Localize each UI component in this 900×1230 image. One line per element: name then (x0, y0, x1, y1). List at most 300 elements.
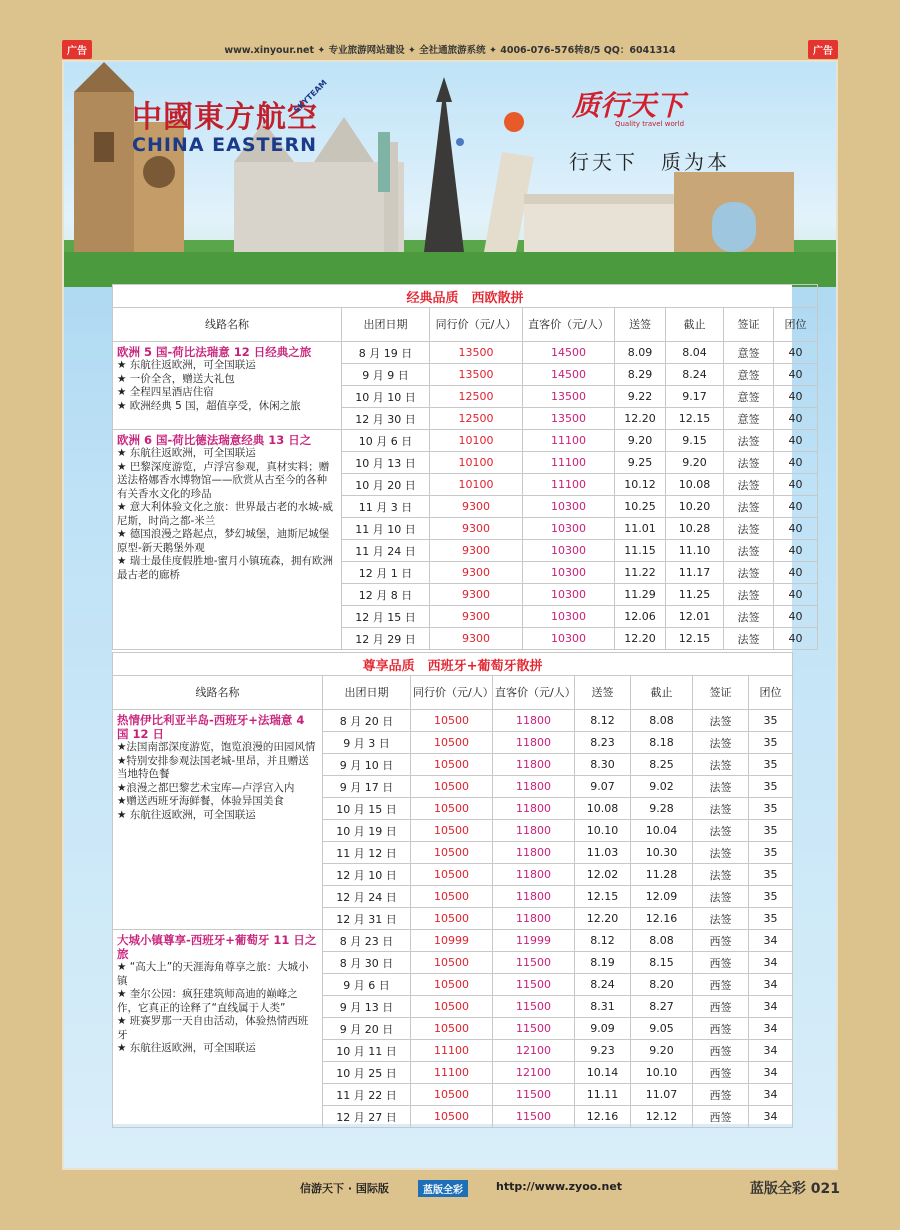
visa-submit: 9.09 (575, 1018, 631, 1040)
visa-type: 法签 (693, 820, 749, 842)
col-header: 团位 (749, 676, 793, 710)
table-row (113, 710, 793, 732)
visa-submit: 12.20 (615, 628, 666, 650)
departure-date: 12 月 15 日 (342, 606, 430, 628)
retail-price: 13500 (523, 386, 615, 408)
ad-tag-right: 广告 (808, 40, 838, 59)
route-feature: ★特别安排参观法国老城-里昂，并且赠送当地特色餐 (117, 754, 309, 780)
visa-type: 法签 (693, 776, 749, 798)
seats: 40 (774, 606, 818, 628)
trade-price: 10500 (411, 710, 493, 732)
visa-submit: 8.12 (575, 710, 631, 732)
departure-date: 11 月 24 日 (342, 540, 430, 562)
departure-date: 9 月 10 日 (323, 754, 411, 776)
visa-submit: 11.22 (615, 562, 666, 584)
footer-url[interactable]: http://www.zyoo.net (496, 1180, 623, 1193)
visa-submit: 10.14 (575, 1062, 631, 1084)
seats: 40 (774, 364, 818, 386)
deadline: 9.28 (631, 798, 693, 820)
seats: 35 (749, 886, 793, 908)
departure-date: 12 月 30 日 (342, 408, 430, 430)
retail-price: 11800 (493, 798, 575, 820)
visa-type: 法签 (724, 496, 774, 518)
visa-submit: 8.23 (575, 732, 631, 754)
departure-date: 11 月 3 日 (342, 496, 430, 518)
visa-type: 西签 (693, 1040, 749, 1062)
visa-type: 意签 (724, 342, 774, 364)
retail-price: 11500 (493, 1018, 575, 1040)
retail-price: 11800 (493, 732, 575, 754)
deadline: 12.16 (631, 908, 693, 930)
route-group (113, 930, 793, 1128)
retail-price: 11500 (493, 974, 575, 996)
deadline: 10.04 (631, 820, 693, 842)
seats: 40 (774, 452, 818, 474)
deadline: 10.10 (631, 1062, 693, 1084)
retail-price: 11800 (493, 710, 575, 732)
departure-date: 8 月 20 日 (323, 710, 411, 732)
trade-price: 13500 (430, 364, 523, 386)
col-header: 送签 (615, 308, 666, 342)
departure-date: 11 月 12 日 (323, 842, 411, 864)
seats: 34 (749, 974, 793, 996)
departure-date: 12 月 10 日 (323, 864, 411, 886)
trade-price: 10500 (411, 1084, 493, 1106)
route-group (113, 430, 818, 650)
retail-price: 11100 (523, 452, 615, 474)
visa-submit: 9.07 (575, 776, 631, 798)
route-feature: ★ 巴黎深度游览，卢浮宫参观，真材实料；赠送法格娜香水博物馆——欣赏从古至今的各种有关香水文化的珍品 (117, 460, 330, 500)
departure-date: 10 月 10 日 (342, 386, 430, 408)
footer (0, 1176, 900, 1200)
route-feature: ★ 东航往返欧洲，可全国联运 (117, 808, 256, 821)
seats: 40 (774, 386, 818, 408)
deadline: 8.08 (631, 710, 693, 732)
route-feature: ★ 东航往返欧洲，可全国联运 (117, 359, 256, 371)
skyteam-logo: SKYTEAM (292, 78, 329, 115)
brand-subtitle: Quality travel world (614, 120, 685, 128)
route-group (113, 710, 793, 930)
route-feature: ★ “高大上”的天涯海角尊享之旅：大城小镇 (117, 961, 309, 987)
seats: 40 (774, 496, 818, 518)
airline-name-en: CHINA EASTERN (132, 134, 317, 156)
visa-type: 意签 (724, 386, 774, 408)
deadline: 11.25 (666, 584, 724, 606)
seats: 35 (749, 842, 793, 864)
departure-date: 11 月 10 日 (342, 518, 430, 540)
retail-price: 12100 (493, 1040, 575, 1062)
visa-type: 法签 (724, 562, 774, 584)
visa-type: 意签 (724, 408, 774, 430)
visa-type: 意签 (724, 364, 774, 386)
retail-price: 11800 (493, 864, 575, 886)
seats: 35 (749, 820, 793, 842)
retail-price: 11800 (493, 820, 575, 842)
contact-line: www.xinyour.net ✦ 专业旅游网站建设 ✦ 全社通旅游系统 ✦ 4006-076-576转8/5 QQ：6041314 (224, 45, 676, 56)
col-header: 团位 (774, 308, 818, 342)
deadline: 11.28 (631, 864, 693, 886)
visa-type: 西签 (693, 952, 749, 974)
retail-price: 11500 (493, 1106, 575, 1128)
seats: 40 (774, 540, 818, 562)
route-name: 欧洲 6 国-荷比德法瑞意经典 13 日之 (117, 433, 312, 447)
visa-type: 法签 (693, 864, 749, 886)
visa-submit: 8.19 (575, 952, 631, 974)
trade-price: 10500 (411, 952, 493, 974)
deadline: 11.17 (666, 562, 724, 584)
trade-price: 9300 (430, 518, 523, 540)
departure-date: 9 月 6 日 (323, 974, 411, 996)
departure-date: 9 月 13 日 (323, 996, 411, 1018)
trade-price: 9300 (430, 628, 523, 650)
visa-type: 西签 (693, 1018, 749, 1040)
trade-price: 10500 (411, 996, 493, 1018)
trade-price: 10500 (411, 732, 493, 754)
seats: 34 (749, 952, 793, 974)
visa-type: 西签 (693, 974, 749, 996)
visa-type: 法签 (693, 732, 749, 754)
table-title: 尊享品质 西班牙+葡萄牙散拼 (113, 653, 793, 676)
visa-submit: 9.22 (615, 386, 666, 408)
deadline: 8.20 (631, 974, 693, 996)
visa-submit: 10.25 (615, 496, 666, 518)
departure-date: 9 月 20 日 (323, 1018, 411, 1040)
visa-type: 法签 (693, 842, 749, 864)
visa-type: 法签 (724, 430, 774, 452)
deadline: 8.24 (666, 364, 724, 386)
deadline: 12.01 (666, 606, 724, 628)
route-feature: ★浪漫之都巴黎艺术宝库—卢浮宫入内 (117, 781, 295, 794)
col-header: 截止 (666, 308, 724, 342)
trade-price: 9300 (430, 584, 523, 606)
route-feature: ★ 东航往返欧洲，可全国联运 (117, 447, 256, 459)
ad-tag-left: 广告 (62, 40, 92, 59)
trade-price: 10500 (411, 842, 493, 864)
seats: 40 (774, 584, 818, 606)
departure-date: 10 月 15 日 (323, 798, 411, 820)
visa-submit: 10.10 (575, 820, 631, 842)
deadline: 12.15 (666, 408, 724, 430)
seats: 35 (749, 776, 793, 798)
visa-type: 法签 (724, 584, 774, 606)
deadline: 9.05 (631, 1018, 693, 1040)
trade-price: 10500 (411, 776, 493, 798)
trade-price: 10100 (430, 452, 523, 474)
seats: 34 (749, 1084, 793, 1106)
seats: 35 (749, 710, 793, 732)
retail-price: 11500 (493, 996, 575, 1018)
spain-portugal-table (112, 652, 793, 1128)
seats: 35 (749, 908, 793, 930)
visa-submit: 10.08 (575, 798, 631, 820)
departure-date: 11 月 22 日 (323, 1084, 411, 1106)
route-feature: ★ 班赛罗那一天自由活动，体验热情西班牙 (117, 1015, 309, 1041)
visa-type: 法签 (724, 628, 774, 650)
visa-submit: 9.23 (575, 1040, 631, 1062)
route-feature: ★法国南部深度游览，饱览浪漫的田园风情 (117, 741, 316, 753)
seats: 34 (749, 1106, 793, 1128)
visa-submit: 11.11 (575, 1084, 631, 1106)
seats: 35 (749, 754, 793, 776)
route-name: 大城小镇尊享-西班牙+葡萄牙 11 日之旅 (117, 933, 317, 961)
page-number: 蓝版全彩 021 (749, 1181, 840, 1197)
retail-price: 11800 (493, 842, 575, 864)
retail-price: 10300 (523, 562, 615, 584)
trade-price: 12500 (430, 408, 523, 430)
trade-price: 10100 (430, 430, 523, 452)
trade-price: 10500 (411, 864, 493, 886)
seats: 40 (774, 408, 818, 430)
visa-submit: 12.02 (575, 864, 631, 886)
visa-type: 西签 (693, 930, 749, 952)
table-row (113, 342, 818, 364)
visa-submit: 10.12 (615, 474, 666, 496)
china-eastern-logo (132, 92, 318, 156)
trade-price: 9300 (430, 606, 523, 628)
deadline: 8.27 (631, 996, 693, 1018)
trade-price: 11100 (411, 1062, 493, 1084)
deadline: 9.02 (631, 776, 693, 798)
retail-price: 11100 (523, 474, 615, 496)
route-feature: ★ 东航往返欧洲，可全国联运 (117, 1042, 256, 1054)
trade-price: 12500 (430, 386, 523, 408)
departure-date: 12 月 29 日 (342, 628, 430, 650)
trade-price: 13500 (430, 342, 523, 364)
seats: 34 (749, 1062, 793, 1084)
col-header: 直客价（元/人） (493, 676, 575, 710)
spain-portugal-panel (112, 652, 792, 1124)
route-feature: ★ 德国浪漫之路起点，梦幻城堡，迪斯尼城堡原型-新天鹅堡外观 (117, 528, 330, 554)
deadline: 12.15 (666, 628, 724, 650)
page-frame (62, 60, 838, 1170)
departure-date: 8 月 19 日 (342, 342, 430, 364)
trade-price: 9300 (430, 562, 523, 584)
retail-price: 10300 (523, 540, 615, 562)
trade-price: 9300 (430, 540, 523, 562)
departure-date: 9 月 9 日 (342, 364, 430, 386)
departure-date: 10 月 25 日 (323, 1062, 411, 1084)
western-europe-panel (112, 284, 807, 664)
seats: 34 (749, 996, 793, 1018)
retail-price: 12100 (493, 1062, 575, 1084)
col-header: 线路名称 (113, 676, 323, 710)
departure-date: 10 月 13 日 (342, 452, 430, 474)
seats: 35 (749, 732, 793, 754)
visa-type: 法签 (693, 710, 749, 732)
visa-type: 法签 (724, 474, 774, 496)
deadline: 10.20 (666, 496, 724, 518)
table-row (113, 930, 793, 952)
route-feature: ★ 一价全含，赠送大礼包 (117, 372, 235, 385)
col-header: 送签 (575, 676, 631, 710)
retail-price: 11999 (493, 930, 575, 952)
visa-type: 西签 (693, 1106, 749, 1128)
col-header: 出团日期 (323, 676, 411, 710)
route-feature: ★ 意大利体验文化之旅：世界最古老的水城-威尼斯，时尚之都-米兰 (117, 501, 334, 527)
visa-submit: 8.29 (615, 364, 666, 386)
seats: 34 (749, 930, 793, 952)
slogan: 行天下 质为本 (569, 150, 730, 174)
deadline: 9.20 (666, 452, 724, 474)
departure-date: 9 月 3 日 (323, 732, 411, 754)
trade-price: 10500 (411, 820, 493, 842)
route-description (113, 342, 342, 430)
deadline: 10.30 (631, 842, 693, 864)
departure-date: 12 月 8 日 (342, 584, 430, 606)
retail-price: 10300 (523, 628, 615, 650)
visa-type: 西签 (693, 996, 749, 1018)
retail-price: 14500 (523, 364, 615, 386)
seats: 40 (774, 518, 818, 540)
visa-type: 法签 (724, 606, 774, 628)
seats: 40 (774, 430, 818, 452)
retail-price: 11500 (493, 1084, 575, 1106)
route-description (113, 710, 323, 930)
route-name: 热情伊比利亚半岛-西班牙+法瑞意 4 国 12 日 (117, 713, 305, 741)
deadline: 8.04 (666, 342, 724, 364)
departure-date: 12 月 24 日 (323, 886, 411, 908)
route-feature: ★ 奎尔公园：疯狂建筑师高迪的巅峰之作，它真正的诠释了“直线属于人类” (117, 988, 298, 1014)
route-feature: ★ 全程四星酒店住宿 (117, 386, 214, 398)
retail-price: 11800 (493, 886, 575, 908)
visa-type: 西签 (693, 1084, 749, 1106)
deadline: 9.15 (666, 430, 724, 452)
route-feature: ★ 瑞士最佳度假胜地-蜜月小镇琉森，拥有欧洲最古老的廊桥 (117, 555, 334, 581)
col-header: 同行价（元/人） (430, 308, 523, 342)
visa-submit: 8.30 (575, 754, 631, 776)
seats: 40 (774, 474, 818, 496)
visa-submit: 8.12 (575, 930, 631, 952)
trade-price: 10500 (411, 908, 493, 930)
visa-submit: 12.16 (575, 1106, 631, 1128)
col-header: 线路名称 (113, 308, 342, 342)
route-feature: ★ 欧洲经典 5 国，超值享受，休闲之旅 (117, 399, 301, 412)
trade-price: 10500 (411, 1018, 493, 1040)
seats: 34 (749, 1018, 793, 1040)
route-feature: ★赠送西班牙海鲜餐，体验异国美食 (117, 795, 284, 807)
seats: 40 (774, 342, 818, 364)
deadline: 10.28 (666, 518, 724, 540)
departure-date: 12 月 27 日 (323, 1106, 411, 1128)
retail-price: 10300 (523, 584, 615, 606)
table-row (113, 430, 818, 452)
seats: 34 (749, 1040, 793, 1062)
visa-submit: 8.09 (615, 342, 666, 364)
visa-submit: 8.31 (575, 996, 631, 1018)
retail-price: 11800 (493, 776, 575, 798)
departure-date: 8 月 30 日 (323, 952, 411, 974)
col-header: 同行价（元/人） (411, 676, 493, 710)
deadline: 8.15 (631, 952, 693, 974)
col-header: 直客价（元/人） (523, 308, 615, 342)
trade-price: 10500 (411, 886, 493, 908)
retail-price: 11800 (493, 908, 575, 930)
departure-date: 10 月 19 日 (323, 820, 411, 842)
col-header: 签证 (693, 676, 749, 710)
deadline: 11.07 (631, 1084, 693, 1106)
footer-badge: 蓝版全彩 (418, 1180, 468, 1197)
departure-date: 10 月 11 日 (323, 1040, 411, 1062)
route-description (113, 930, 323, 1128)
trade-price: 10500 (411, 798, 493, 820)
retail-price: 10300 (523, 518, 615, 540)
visa-type: 西签 (693, 1062, 749, 1084)
seats: 40 (774, 562, 818, 584)
trade-price: 10500 (411, 754, 493, 776)
western-europe-table (112, 284, 818, 650)
deadline: 9.17 (666, 386, 724, 408)
visa-type: 法签 (693, 886, 749, 908)
trade-price: 11100 (411, 1040, 493, 1062)
departure-date: 12 月 31 日 (323, 908, 411, 930)
banner (64, 62, 836, 287)
deadline: 9.20 (631, 1040, 693, 1062)
deadline: 8.18 (631, 732, 693, 754)
visa-submit: 11.15 (615, 540, 666, 562)
trade-price: 9300 (430, 496, 523, 518)
departure-date: 9 月 17 日 (323, 776, 411, 798)
retail-price: 14500 (523, 342, 615, 364)
visa-submit: 11.29 (615, 584, 666, 606)
departure-date: 12 月 1 日 (342, 562, 430, 584)
brand-name: 质行天下 (572, 89, 685, 122)
deadline: 11.10 (666, 540, 724, 562)
departure-date: 10 月 20 日 (342, 474, 430, 496)
seats: 35 (749, 798, 793, 820)
col-header: 签证 (724, 308, 774, 342)
visa-submit: 11.01 (615, 518, 666, 540)
deadline: 10.08 (666, 474, 724, 496)
departure-date: 8 月 23 日 (323, 930, 411, 952)
visa-type: 法签 (693, 908, 749, 930)
deadline: 12.09 (631, 886, 693, 908)
visa-submit: 9.25 (615, 452, 666, 474)
retail-price: 11500 (493, 952, 575, 974)
departure-date: 10 月 6 日 (342, 430, 430, 452)
seats: 35 (749, 864, 793, 886)
visa-submit: 12.20 (615, 408, 666, 430)
brand-logo (572, 84, 684, 128)
table-title: 经典品质 西欧散拼 (113, 285, 818, 308)
visa-type: 法签 (693, 754, 749, 776)
visa-submit: 12.06 (615, 606, 666, 628)
top-bar (0, 36, 900, 58)
deadline: 12.12 (631, 1106, 693, 1128)
col-header: 出团日期 (342, 308, 430, 342)
retail-price: 10300 (523, 496, 615, 518)
route-name: 欧洲 5 国-荷比法瑞意 12 日经典之旅 (117, 345, 312, 359)
retail-price: 11800 (493, 754, 575, 776)
retail-price: 11100 (523, 430, 615, 452)
footer-publication: 信游天下 · 国际版 (300, 1182, 389, 1195)
trade-price: 10999 (411, 930, 493, 952)
route-group (113, 342, 818, 430)
visa-submit: 12.15 (575, 886, 631, 908)
col-header: 截止 (631, 676, 693, 710)
visa-submit: 11.03 (575, 842, 631, 864)
visa-submit: 9.20 (615, 430, 666, 452)
trade-price: 10500 (411, 974, 493, 996)
retail-price: 13500 (523, 408, 615, 430)
visa-submit: 12.20 (575, 908, 631, 930)
visa-type: 法签 (724, 452, 774, 474)
seats: 40 (774, 628, 818, 650)
retail-price: 10300 (523, 606, 615, 628)
visa-type: 法签 (724, 518, 774, 540)
trade-price: 10100 (430, 474, 523, 496)
route-description (113, 430, 342, 650)
visa-type: 法签 (693, 798, 749, 820)
